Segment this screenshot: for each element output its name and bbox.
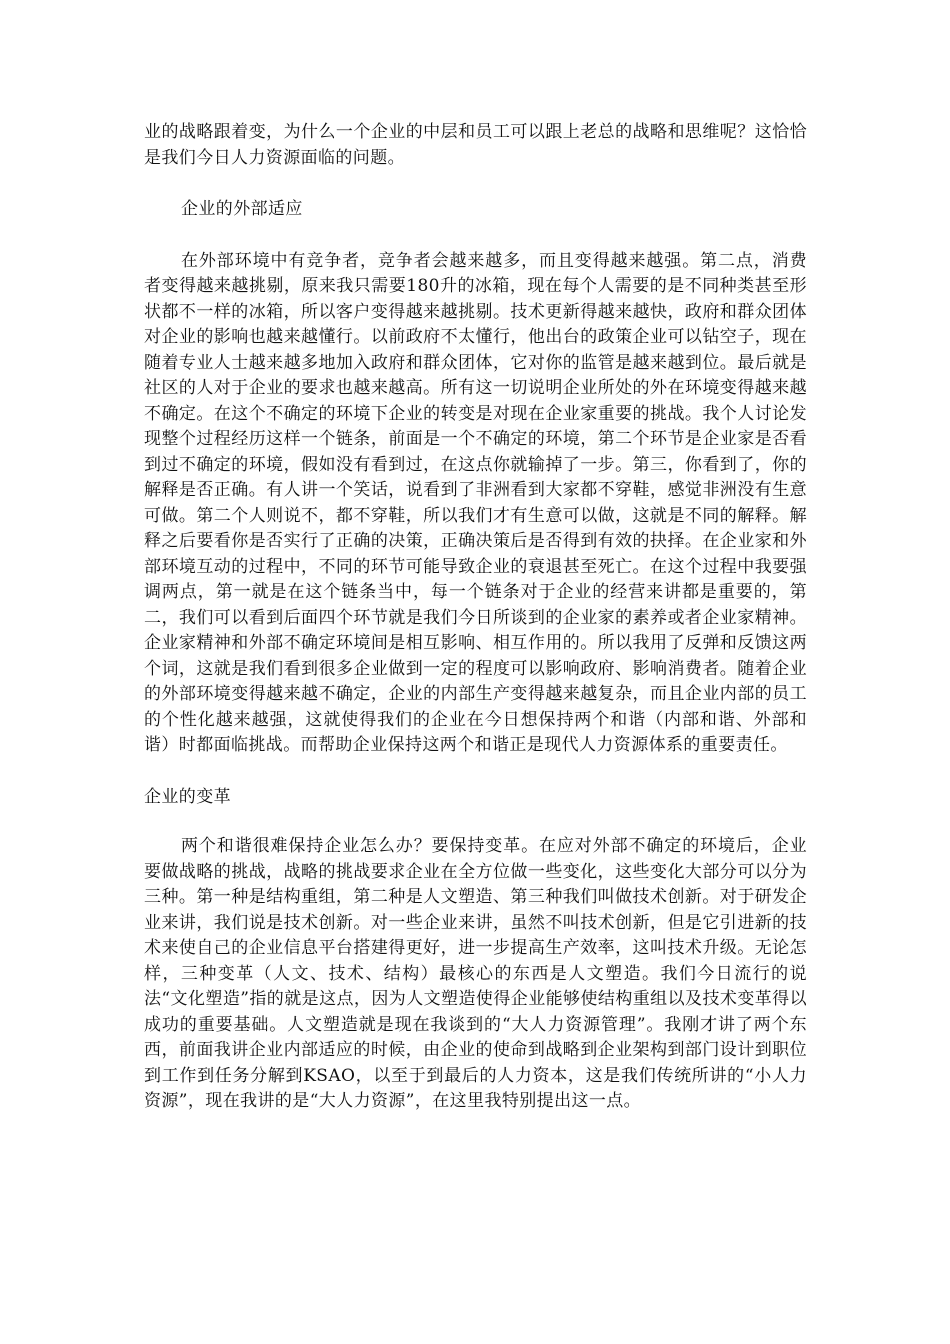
paragraph-reform: 两个和谐很难保持企业怎么办？要保持变革。在应对外部不确定的环境后，企业要做战略的挑战，战略的挑战要求企业在全方位做一些变化，这些变化大部分可以分为三种。第一种是结构重组，第二种是人文塑造、第三种我们叫做技术创新。对于研发企业来讲，我们说是技术创新。对一些企业来讲，虽然不叫技术创新，但是它引进新的技术来使自己的企业信息平台搭建得更好，进一步提高生产效率，这叫技术升级。无论怎样，三种变革（人文、技术、结构）最核心的东西是人文塑造。我们今日流行的说法“文化塑造”指的就是这点，因为人文塑造使得企业能够使结构重组以及技术变革得以成功的重要基础。人文塑造就是现在我谈到的“大人力资源管理”。我刚才讲了两个东西，前面我讲企业内部适应的时候，由企业的使命到战略到企业架构到部门设计到职位到工作到任务分解到KSAO，以至于到最后的人力资本，这是我们传统所讲的“小人力资源”，现在我讲的是“大人力资源”，在这里我特别提出这一点。	[144, 836, 807, 1111]
paragraph-external-environment: 在外部环境中有竞争者，竞争者会越来越多，而且变得越来越强。第二点，消费者变得越来越挑剔，原来我只需要180升的冰箱，现在每个人需要的是不同种类甚至形状都不一样的冰箱，所以客户变得越来越挑剔。技术更新得越来越快，政府和群众团体对企业的影响也越来越懂行。以前政府不太懂行，他出台的政策企业可以钻空子，现在随着专业人士越来越多地加入政府和群众团体，它对你的监管是越来越到位。最后就是社区的人对于企业的要求也越来越高。所有这一切说明企业所处的外在环境变得越来越不确定。在这个不确定的环境下企业的转变是对现在企业家重要的挑战。我个人讨论发现整个过程经历这样一个链条，前面是一个不确定的环境，第二个环节是企业家是否看到过不确定的环境，假如没有看到过，在这点你就输掉了一步。第三，你看到了，你的解释是否正确。有人讲一个笑话，说看到了非洲看到大家都不穿鞋，感觉非洲没有生意可做。第二个人则说不，都不穿鞋，所以我们才有生意可以做，这就是不同的解释。解释之后要看你是否实行了正确的决策，正确决策后是否得到有效的抉择。在企业家和外部环境互动的过程中，不同的环节可能导致企业的衰退甚至死亡。在这个过程中我要强调两点，第一就是在这个链条当中，每一个链条对于企业的经营来讲都是重要的，第二，我们可以看到后面四个环节就是我们今日所谈到的企业家的素养或者企业家精神。企业家精神和外部不确定环境间是相互影响、相互作用的。所以我用了反弹和反馈这两个词，这就是我们看到很多企业做到一定的程度可以影响政府、影响消费者。随着企业的外部环境变得越来越不确定，企业的内部生产变得越来越复杂，而且企业内部的员工的个性化越来越强，这就使得我们的企业在今日想保持两个和谐（内部和谐、外部和谐）时都面临挑战。而帮助企业保持这两个和谐正是现代人力资源体系的重要责任。	[144, 250, 807, 755]
section-heading-external-adaptation: 企业的外部适应	[181, 199, 303, 219]
document-page	[144, 120, 807, 1115]
paragraph-continuation: 业的战略跟着变，为什么一个企业的中层和员工可以跟上老总的战略和思维呢？这恰恰是我们今日人力资源面临的问题。	[144, 122, 807, 168]
section-heading-reform: 企业的变革	[144, 786, 231, 807]
